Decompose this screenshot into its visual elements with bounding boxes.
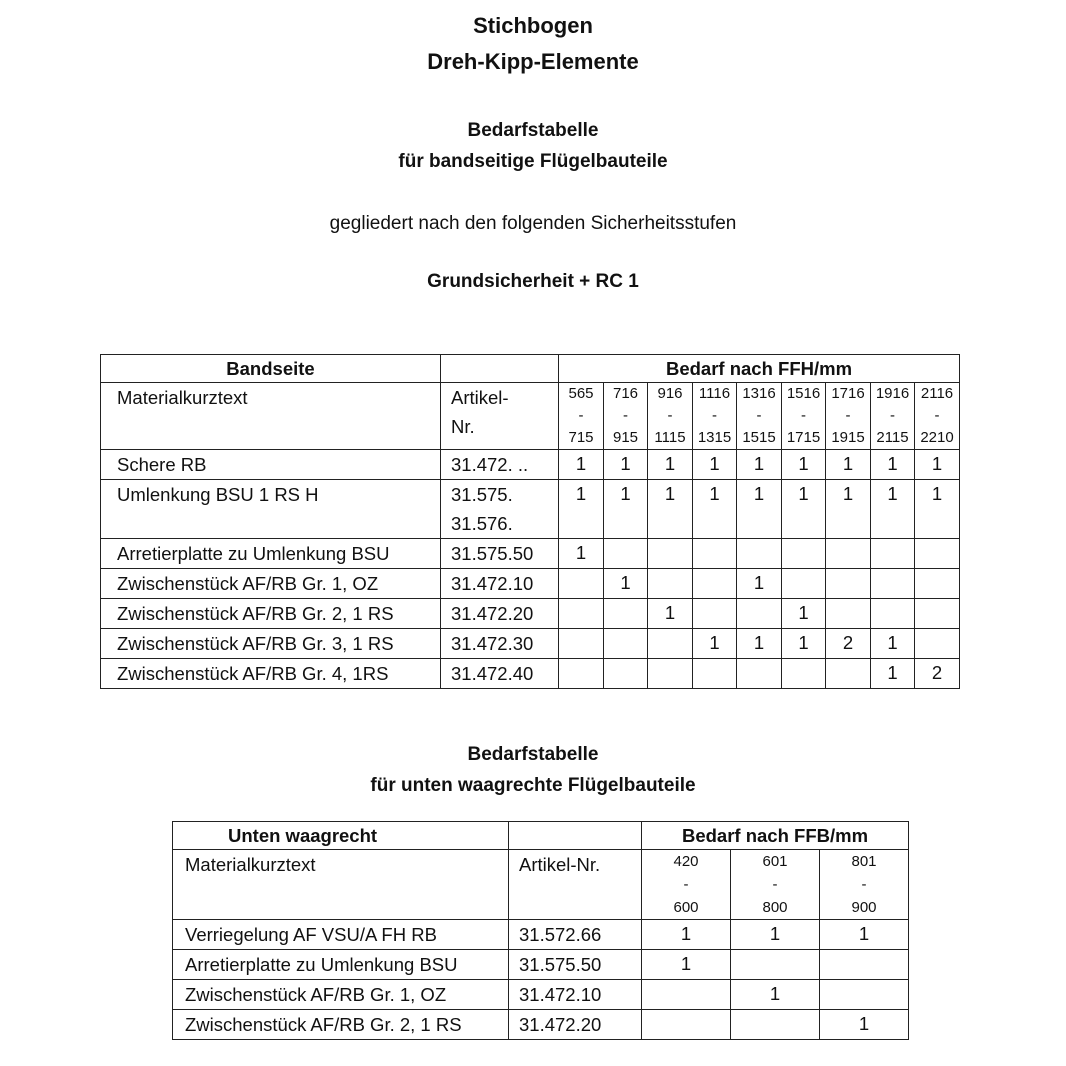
material-text: Zwischenstück AF/RB Gr. 2, 1 RS	[173, 1010, 509, 1040]
material-text: Schere RB	[101, 450, 441, 480]
quantity-cell: 1	[826, 480, 871, 539]
quantity-cell: 1	[648, 450, 693, 480]
quantity-cell: 1	[648, 599, 693, 629]
quantity-cell	[871, 539, 915, 569]
article-number: 31.472.20	[509, 1010, 642, 1040]
group-label: Unten waagrecht	[173, 822, 509, 850]
quantity-cell: 1	[604, 450, 648, 480]
quantity-cell: 1	[737, 450, 782, 480]
col-header-text: Materialkurztext	[173, 850, 509, 920]
quantity-cell	[782, 659, 826, 689]
range-header	[604, 383, 648, 450]
quantity-cell	[693, 659, 737, 689]
quantity-cell: 1	[559, 480, 604, 539]
quantity-cell	[648, 629, 693, 659]
article-number-line1: 31.472.10	[451, 573, 534, 594]
quantity-cell: 1	[648, 480, 693, 539]
range-sep: -	[934, 407, 940, 424]
quantity-cell	[737, 539, 782, 569]
quantity-cell: 1	[782, 629, 826, 659]
range-to: 2210	[920, 429, 954, 446]
range-from: 1916	[875, 385, 910, 402]
material-text: Arretierplatte zu Umlenkung BSU	[173, 950, 509, 980]
section1-line-1: Bedarfstabelle	[467, 120, 599, 141]
quantity-cell: 1	[871, 450, 915, 480]
quantity-cell: 1	[782, 450, 826, 480]
range-sep: -	[712, 407, 717, 424]
quantity-cell	[693, 599, 737, 629]
range-to: 1915	[831, 429, 865, 446]
col-header-article	[441, 383, 559, 450]
table-unten-waagrecht	[172, 821, 909, 1040]
table-row	[101, 569, 960, 599]
quantity-cell: 1	[731, 920, 820, 950]
range-from: 801	[851, 853, 877, 870]
quantity-cell	[648, 659, 693, 689]
quantity-cell: 1	[693, 450, 737, 480]
quantity-cell: 1	[737, 569, 782, 599]
table-row	[101, 539, 960, 569]
article-number	[441, 629, 559, 659]
article-number	[441, 569, 559, 599]
range-to: 2115	[876, 429, 909, 446]
quantity-cell: 1	[731, 980, 820, 1010]
section1-line-2: für bandseitige Flügelbauteile	[398, 151, 668, 172]
col-header-text: Materialkurztext	[101, 383, 441, 450]
security-level: Grundsicherheit + RC 1	[427, 271, 639, 292]
material-text: Zwischenstück AF/RB Gr. 2, 1 RS	[101, 599, 441, 629]
quantity-cell	[604, 659, 648, 689]
quantity-cell	[915, 539, 960, 569]
quantity-cell: 1	[820, 920, 909, 950]
quantity-cell	[871, 599, 915, 629]
article-number: 31.575.50	[509, 950, 642, 980]
table-row	[101, 450, 960, 480]
quantity-cell	[559, 659, 604, 689]
quantity-cell	[820, 980, 909, 1010]
range-to: 1115	[654, 429, 686, 446]
range-header	[642, 850, 731, 920]
range-from: 716	[612, 385, 639, 402]
table-row	[173, 950, 909, 980]
article-number	[441, 659, 559, 689]
range-header	[731, 850, 820, 920]
quantity-cell	[826, 539, 871, 569]
table-row	[173, 1010, 909, 1040]
quantity-cell	[604, 599, 648, 629]
quantity-cell: 1	[642, 920, 731, 950]
article-number-line1: 31.472.40	[451, 663, 534, 684]
material-text: Arretierplatte zu Umlenkung BSU	[101, 539, 441, 569]
quantity-cell	[782, 569, 826, 599]
quantity-cell: 1	[693, 480, 737, 539]
table-row	[101, 659, 960, 689]
article-number-line1: 31.472.20	[451, 603, 534, 624]
demand-label: Bedarf nach FFB/mm	[642, 822, 909, 850]
article-number: 31.472.10	[509, 980, 642, 1010]
range-sep: -	[890, 407, 895, 424]
article-number	[441, 480, 559, 539]
material-text: Umlenkung BSU 1 RS H	[101, 480, 441, 539]
material-text: Zwischenstück AF/RB Gr. 4, 1RS	[101, 659, 441, 689]
demand-label: Bedarf nach FFH/mm	[559, 355, 960, 383]
range-from: 1116	[698, 385, 731, 402]
range-from: 1716	[831, 385, 865, 402]
quantity-cell	[559, 569, 604, 599]
quantity-cell	[642, 980, 731, 1010]
range-header	[737, 383, 782, 450]
quantity-cell: 1	[693, 629, 737, 659]
range-to: 800	[762, 899, 788, 916]
range-header	[782, 383, 826, 450]
quantity-cell	[648, 569, 693, 599]
table-bandseite	[100, 354, 960, 689]
range-sep: -	[683, 876, 689, 893]
quantity-cell	[642, 1010, 731, 1040]
range-sep: -	[667, 407, 673, 424]
article-number	[441, 599, 559, 629]
quantity-cell: 1	[737, 629, 782, 659]
quantity-cell: 2	[826, 629, 871, 659]
range-header	[820, 850, 909, 920]
range-to: 1515	[742, 429, 776, 446]
range-from: 1316	[742, 385, 776, 402]
range-from: 601	[762, 853, 788, 870]
quantity-cell	[826, 599, 871, 629]
quantity-cell: 1	[820, 1010, 909, 1040]
range-header	[871, 383, 915, 450]
table-row	[101, 480, 960, 539]
column-header-row	[101, 383, 960, 450]
quantity-cell: 1	[782, 599, 826, 629]
range-from: 1516	[786, 385, 821, 402]
range-sep: -	[801, 407, 806, 424]
material-text: Zwischenstück AF/RB Gr. 1, OZ	[173, 980, 509, 1010]
empty-header-cell	[441, 355, 559, 383]
intro-text: gegliedert nach den folgenden Sicherheitsstufen	[329, 213, 737, 234]
table-header-row	[101, 355, 960, 383]
quantity-cell	[871, 569, 915, 599]
col-header-article-line1: Artikel-	[451, 387, 509, 408]
article-number-line1: 31.575.50	[451, 543, 534, 564]
quantity-cell	[559, 629, 604, 659]
quantity-cell	[737, 599, 782, 629]
article-number-line1: 31.575.	[451, 484, 513, 505]
range-to: 600	[673, 899, 699, 916]
material-text: Zwischenstück AF/RB Gr. 3, 1 RS	[101, 629, 441, 659]
material-text: Verriegelung AF VSU/A FH RB	[173, 920, 509, 950]
range-header	[648, 383, 693, 450]
table-header-row	[173, 822, 909, 850]
article-number-line2: 31.576.	[451, 513, 513, 534]
range-sep: -	[861, 876, 867, 893]
range-to: 715	[568, 429, 594, 446]
quantity-cell: 1	[559, 450, 604, 480]
title-line-2: Dreh-Kipp-Elemente	[427, 49, 639, 74]
range-sep: -	[578, 407, 584, 424]
quantity-cell: 1	[871, 659, 915, 689]
quantity-cell: 1	[915, 450, 960, 480]
range-from: 2116	[920, 385, 954, 402]
quantity-cell: 1	[871, 629, 915, 659]
range-to: 1315	[697, 429, 732, 446]
range-sep: -	[623, 407, 628, 424]
quantity-cell	[737, 659, 782, 689]
col-header-article-line2: Nr.	[451, 416, 475, 437]
range-to: 915	[612, 429, 639, 446]
quantity-cell	[915, 569, 960, 599]
table-row	[101, 629, 960, 659]
quantity-cell	[604, 539, 648, 569]
quantity-cell	[915, 599, 960, 629]
range-header	[693, 383, 737, 450]
quantity-cell	[915, 629, 960, 659]
range-to: 1715	[786, 429, 821, 446]
quantity-cell	[731, 1010, 820, 1040]
section1-heading	[0, 115, 1066, 177]
table-row	[173, 980, 909, 1010]
quantity-cell: 1	[642, 950, 731, 980]
empty-header-cell	[509, 822, 642, 850]
quantity-cell	[826, 659, 871, 689]
quantity-cell	[826, 569, 871, 599]
section2-line-1: Bedarfstabelle	[467, 744, 599, 765]
quantity-cell: 1	[559, 539, 604, 569]
quantity-cell	[782, 539, 826, 569]
quantity-cell: 1	[737, 480, 782, 539]
article-number: 31.572.66	[509, 920, 642, 950]
group-label: Bandseite	[101, 355, 441, 383]
quantity-cell: 1	[871, 480, 915, 539]
title-line-1: Stichbogen	[473, 13, 593, 38]
col-header-article: Artikel-Nr.	[509, 850, 642, 920]
quantity-cell: 2	[915, 659, 960, 689]
range-sep: -	[756, 407, 762, 424]
range-sep: -	[845, 407, 851, 424]
quantity-cell: 1	[604, 480, 648, 539]
quantity-cell	[693, 569, 737, 599]
range-header	[826, 383, 871, 450]
range-to: 900	[851, 899, 877, 916]
quantity-cell	[731, 950, 820, 980]
section2-line-2: für unten waagrechte Flügelbauteile	[370, 775, 696, 796]
article-number-line1: 31.472.30	[451, 633, 534, 654]
article-number	[441, 450, 559, 480]
range-sep: -	[772, 876, 778, 893]
quantity-cell	[648, 539, 693, 569]
quantity-cell	[604, 629, 648, 659]
range-from: 420	[673, 853, 699, 870]
quantity-cell	[559, 599, 604, 629]
table-row	[173, 920, 909, 950]
quantity-cell	[820, 950, 909, 980]
document-title	[0, 8, 1066, 80]
range-header	[915, 383, 960, 450]
table-row	[101, 599, 960, 629]
quantity-cell: 1	[915, 480, 960, 539]
range-from: 565	[568, 385, 594, 402]
article-number	[441, 539, 559, 569]
range-from: 916	[657, 385, 683, 402]
quantity-cell: 1	[826, 450, 871, 480]
article-number-line1: 31.472. ..	[451, 454, 529, 475]
column-header-row	[173, 850, 909, 920]
quantity-cell	[693, 539, 737, 569]
quantity-cell: 1	[604, 569, 648, 599]
range-header	[559, 383, 604, 450]
material-text: Zwischenstück AF/RB Gr. 1, OZ	[101, 569, 441, 599]
section2-heading	[0, 739, 1066, 801]
quantity-cell: 1	[782, 480, 826, 539]
